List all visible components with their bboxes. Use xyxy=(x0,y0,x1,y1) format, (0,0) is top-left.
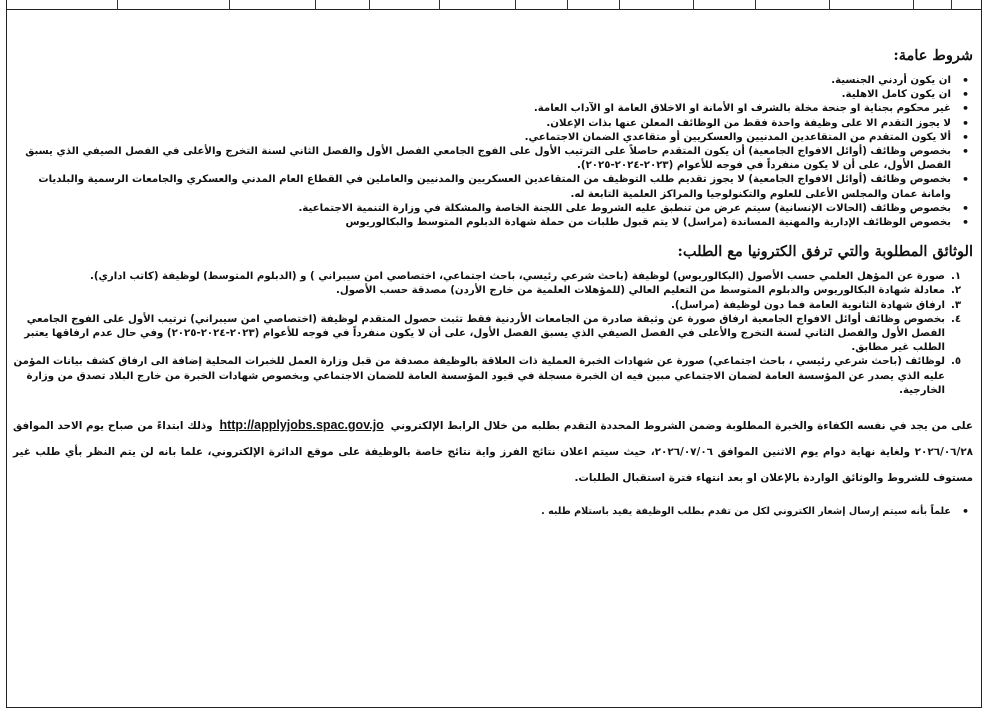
item-text: ارفاق شهادة الثانوية العامة فما دون لوظيفة (مراسل). xyxy=(671,299,945,311)
item-text: صورة عن المؤهل العلمي حسب الأصول (البكالوريوس) لوظيفة (باحث شرعي رئيسي، باحث اجتماعي، اختصاصي امن سيبراني ) و (الدبلوم المتوسط) لوظيفة (كاتب اداري). xyxy=(90,271,945,283)
required-document-item xyxy=(13,355,962,398)
general-term-item: • ان يكون أردني الجنسية. xyxy=(13,74,951,88)
notice-list xyxy=(13,505,973,519)
general-term-item: • لا يجوز التقدم الا على وظيفة واحدة فقط من الوظائف المعلن عنها بذات الإعلان. xyxy=(13,117,951,131)
table-cell-divider xyxy=(369,0,370,10)
required-document-item xyxy=(13,284,962,298)
required-documents-list xyxy=(13,270,973,398)
instructions-part-1: على من يجد في نفسه الكفاءة والخبرة المطلوبة وضمن الشروط المحددة التقدم بطلبه من خلال الرابط الإلكتروني xyxy=(390,420,973,433)
table-cell-divider xyxy=(951,0,952,10)
general-terms-list xyxy=(13,74,973,230)
required-document-item xyxy=(13,270,962,284)
item-text: بخصوص وظائف أوائل الافواج الجامعية ارفاق صورة عن وثيقة صادرة من الجامعات الأردنية فقط تثبت حصول المتقدم لوظيفة (اختصاصي امن سيبراني) ترتيب الأول على الفوج الجامعي الفصل الأول والفصل الثاني لسنة التخرج والأعلى في الفصل الصيفي الذي يسبق الفصل الأول، على أن لا يكون منفرداً في فوجه للأعوام (٢٠٢٣-٢٠٢٤-٢٠٢٥) وفي حال عدم ارفاقها يعتبر الطلب غير مطابق. xyxy=(24,313,945,354)
item-text: معادلة شهادة البكالوريوس والدبلوم المتوسط من التعليم العالي (للمؤهلات العلمية من خارج الأردن) مصدقة حسب الأصول. xyxy=(336,285,945,297)
table-cell-divider xyxy=(829,0,830,10)
required-documents-heading: الوثائق المطلوبة والتي ترفق الكترونيا مع الطلب: xyxy=(677,243,973,261)
item-number: ٣. xyxy=(951,299,962,311)
general-terms-heading: شروط عامة: xyxy=(893,47,973,64)
required-document-item xyxy=(13,313,962,356)
general-term-item: • غير محكوم بجناية او جنحة مخلة بالشرف او الأمانة او الاخلاق العامة او الآداب العامة. xyxy=(13,102,951,116)
notice-item: • علماً بأنه سيتم إرسال إشعار الكتروني لكل من تقدم بطلب الوظيفة يفيد باستلام طلبه . xyxy=(13,505,951,519)
document-page xyxy=(6,0,982,708)
general-term-item: • ان يكون كامل الاهلية. xyxy=(13,88,951,102)
table-cell-divider xyxy=(693,0,694,10)
item-number: ١. xyxy=(951,271,962,283)
table-cell-divider xyxy=(619,0,620,10)
general-term-item: • بخصوص الوظائف الإدارية والمهنية المساندة (مراسل) لا يتم قبول طلبات من حملة شهادة الدبلوم المتوسط والبكالوريوس xyxy=(13,216,951,230)
general-term-item: • بخصوص وظائف (الحالات الإنسانية) سيتم عرض من تنطبق عليه الشروط على اللجنة الخاصة والمشكلة في وزارة التنمية الاجتماعية. xyxy=(13,202,951,216)
table-cell-divider xyxy=(315,0,316,10)
item-number: ٤. xyxy=(951,313,962,325)
general-term-item: • ألا يكون المتقدم من المتقاعدين المدنيين والعسكريين أو متقاعدي الضمان الاجتماعي. xyxy=(13,131,951,145)
item-text: لوظائف (باحث شرعي رئيسي ، باحث اجتماعي) صورة عن شهادات الخبرة العملية ذات العلاقة بالوظيفة مصدقة من قبل وزارة العمل للخبرات المحلية إضافة الى ارفاق كشف بيانات المؤمن عليه الذي يصدر عن المؤسسة العامة لضمان الاجتماعي مبين فيه ان الخبرة مسجلة في قيود المؤسسة العامة للضمان الاجتماعي وبخصوص شهادات الخبرة من خارج البلاد تصدق من وزارة الخارجية. xyxy=(13,356,945,396)
table-cell-divider xyxy=(567,0,568,10)
instructions-part-2: وذلك ابتداءً من صباح يوم الاحد الموافق ٢٠٢٦/٠٦/٢٨ ولغاية نهاية دوام يوم الاثنين الموافق ٢٠٢٦/٠٧/٠٦، حيث سيتم اعلان نتائج الفرز واية نتائج خاصة بالوظيفة على موقع الدائرة الإلكتروني، علما بانه لن يتم النظر بأي طلب غير مستوف للشروط والوثائق الواردة بالإعلان او بعد انتهاء فترة استقبال الطلبات. xyxy=(13,420,973,485)
application-instructions xyxy=(13,412,973,491)
table-cell-divider xyxy=(117,0,118,10)
announcement-body xyxy=(13,40,973,519)
table-cell-divider xyxy=(515,0,516,10)
general-term-item: • بخصوص وظائف (أوائل الافواج الجامعية) أن يكون المتقدم حاصلاً على الترتيب الأول على الفوج الجامعي الفصل الأول والفصل الثاني لسنة التخرج والأعلى في الفصل الصيفي الذي يسبق الفصل الأول، على أن لا يكون منفرداً في فوجه للأعوام (٢٠٢٣-٢٠٢٤-٢٠٢٥). xyxy=(13,145,951,173)
item-number: ٢. xyxy=(951,285,962,297)
general-term-item: • بخصوص وظائف (أوائل الافواج الجامعية) لا يجوز تقديم طلب التوظيف من المتقاعدين العسكريين والمدنيين والعاملين في القطاع العام المدني والعسكري والجامعات الرسمية والبلديات وامانة عمان والمجلس الأعلى للعلوم والتكنولوجيا والمراكز العلمية التابعة له. xyxy=(13,173,951,201)
apply-jobs-link[interactable]: http://applyjobs.spac.gov.jo xyxy=(219,418,384,433)
required-document-item xyxy=(13,299,962,313)
table-cell-divider xyxy=(229,0,230,10)
top-table-edge xyxy=(7,0,981,10)
table-cell-divider xyxy=(439,0,440,10)
table-cell-divider xyxy=(913,0,914,10)
table-cell-divider xyxy=(755,0,756,10)
item-number: ٥. xyxy=(951,356,962,368)
